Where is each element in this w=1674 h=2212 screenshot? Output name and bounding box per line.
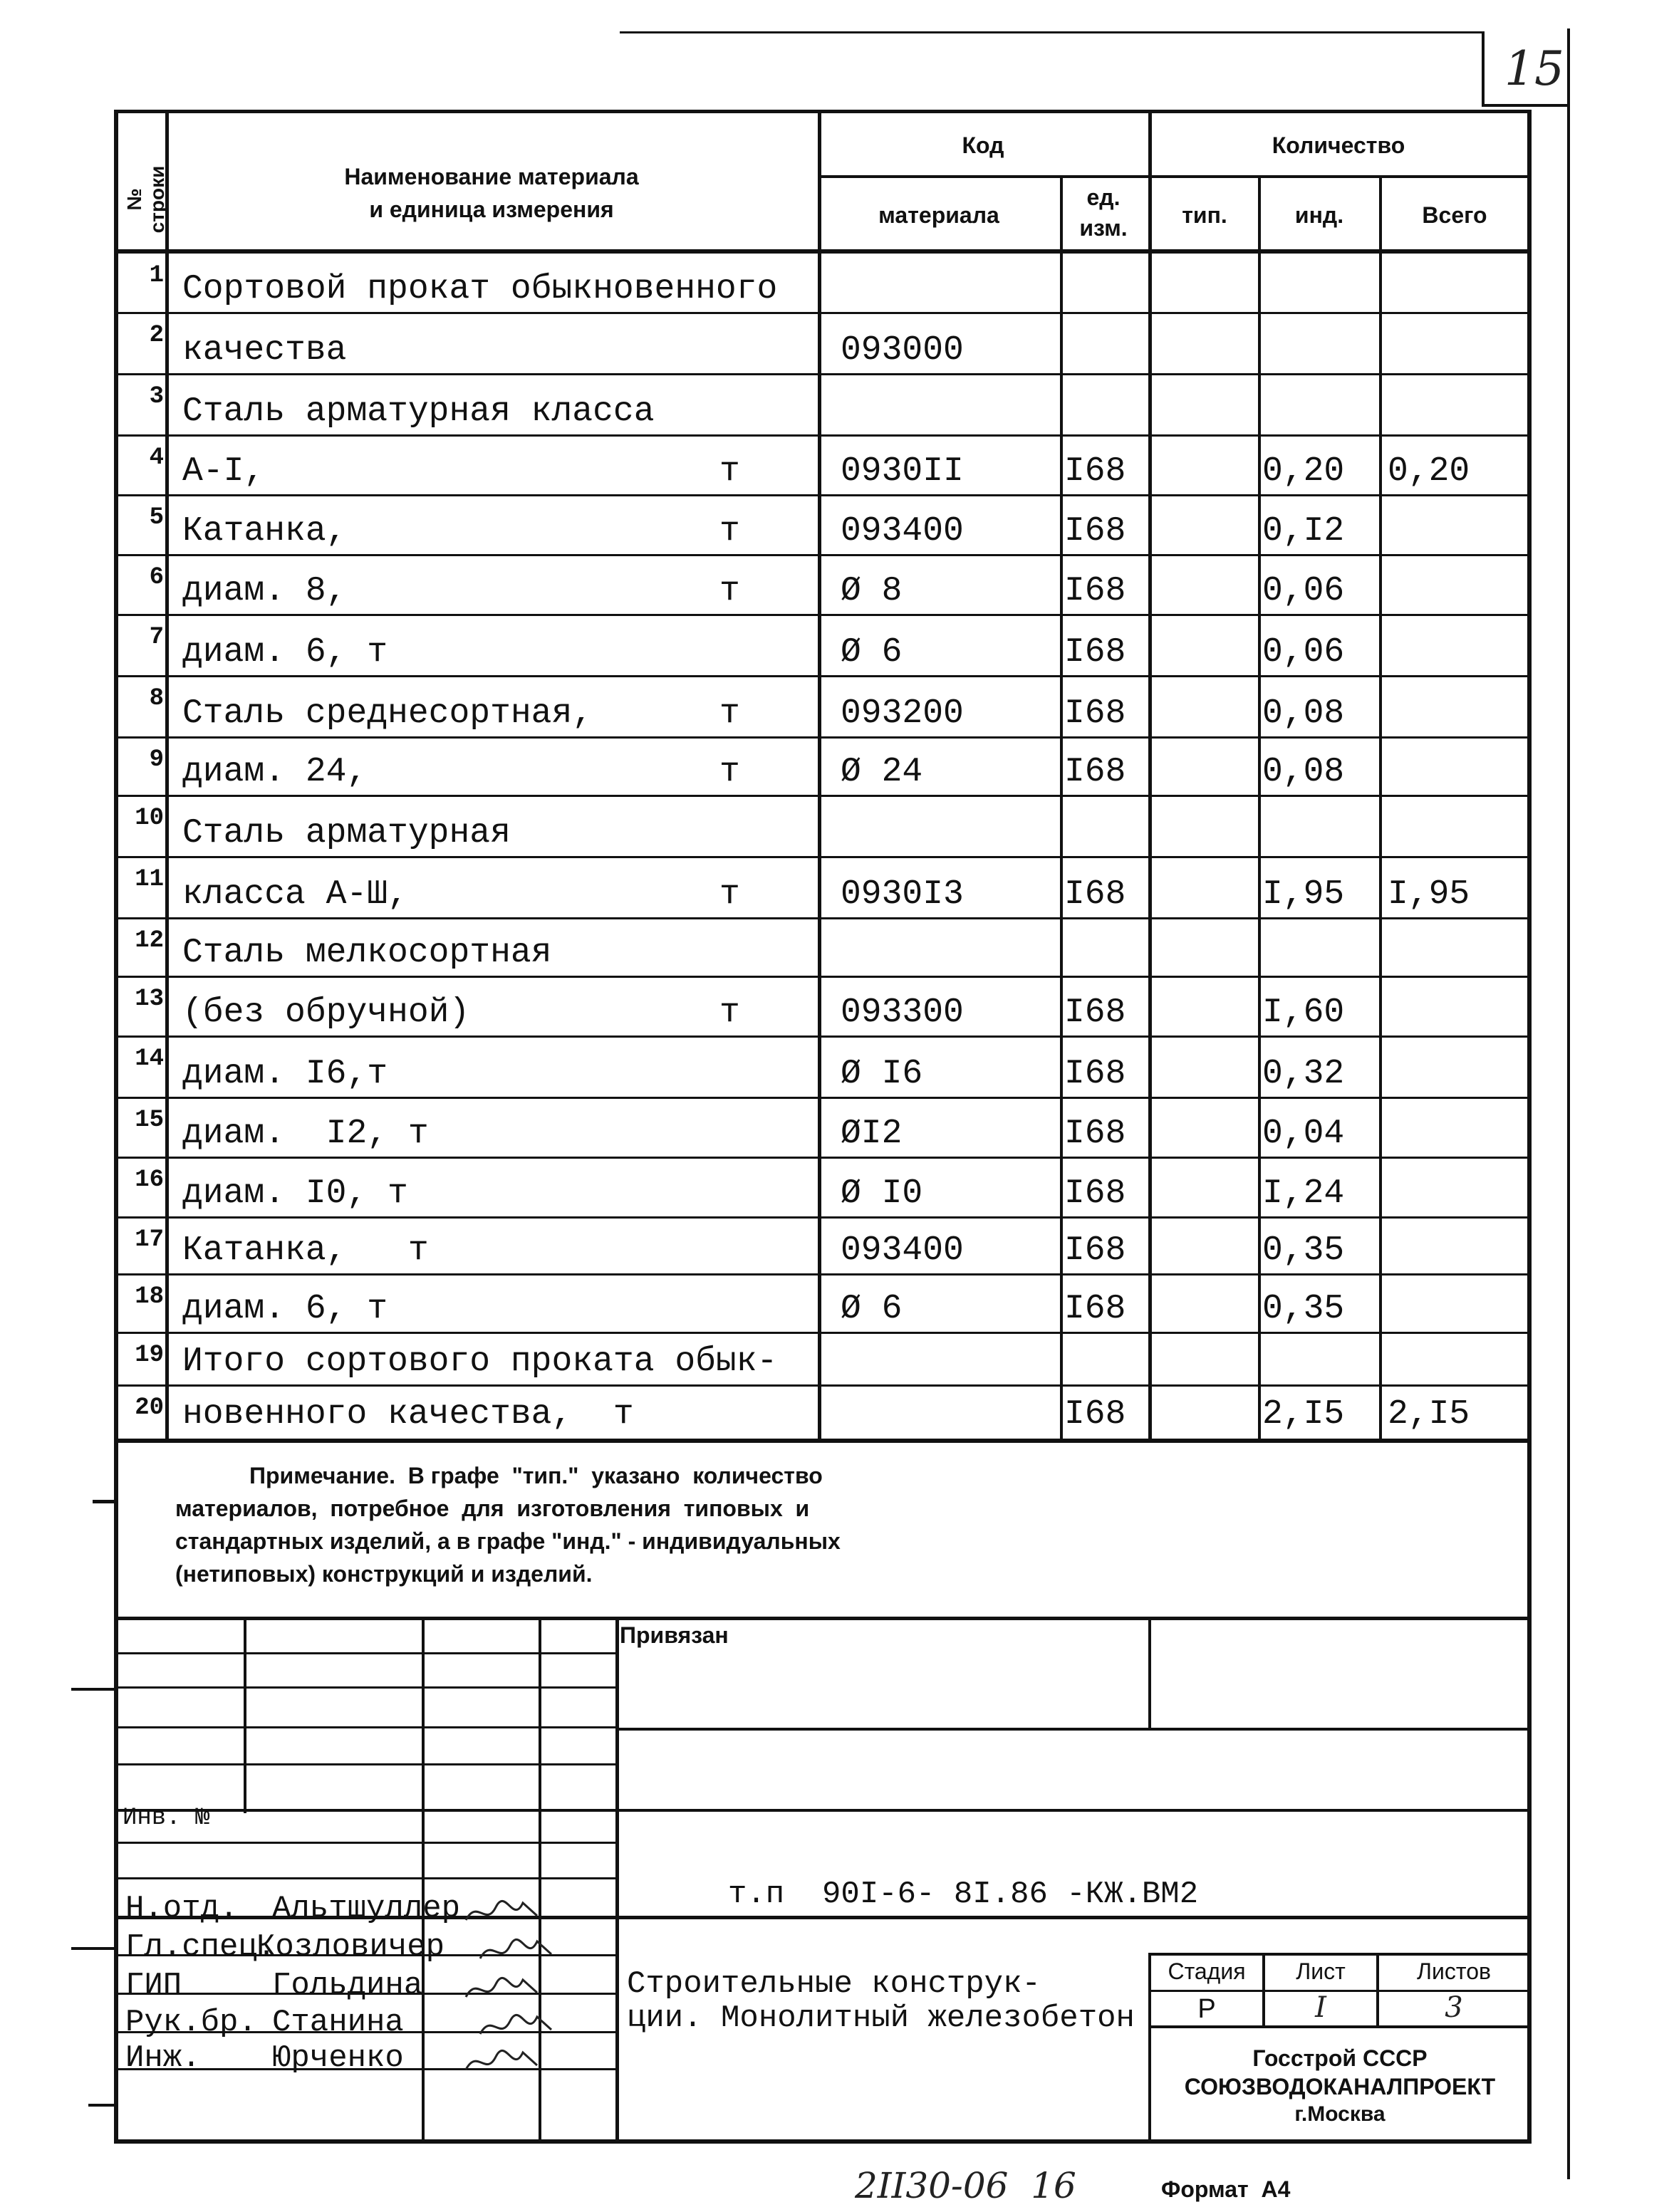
material-name: диам. 6, т [182,633,388,672]
staff-name: Станина [272,2005,404,2040]
signature-mark [463,2045,541,2082]
unit-code: I68 [1064,572,1126,610]
unit-code: I68 [1064,1055,1126,1093]
material-name: Сортовой прокат обыкновенного [182,270,778,308]
stage-label: Стадия [1168,1958,1246,1984]
qty-ind: 2,I5 [1262,1395,1345,1434]
row-number: 12 [135,927,164,954]
row-number: 5 [149,504,164,531]
material-name: диам. 24, [182,753,368,791]
signature-mark [463,1973,541,2009]
material-code: 093200 [841,694,964,733]
qty-ind: I,24 [1262,1174,1345,1213]
material-name: Катанка, [182,512,347,551]
material-code: 0930II [841,452,964,491]
note-line1: Примечание. В графе "тип." указано количество [249,1463,823,1488]
signature-mark [477,1934,556,1971]
header-typ: тип. [1182,202,1227,228]
material-code: Ø I6 [841,1055,923,1093]
material-code: Ø 8 [841,572,903,610]
privyazan-label: Привязан [620,1622,729,1648]
qty-ind: 0,32 [1262,1055,1345,1093]
unit-code: I68 [1064,633,1126,672]
header-material: материала [878,202,999,228]
unit-code: I68 [1064,694,1126,733]
signature-mark [477,2010,556,2046]
unit-word: т [719,694,740,733]
row-number: 10 [135,805,164,832]
row-number: 13 [135,986,164,1013]
unit-code: I68 [1064,753,1126,791]
unit-code: I68 [1064,875,1126,914]
staff-role: Гл.спец. [125,1929,276,1965]
note-line3: стандартных изделий, а в графе "инд." - индивидуальных [175,1528,841,1554]
row-number: 2 [149,322,164,349]
row-number: 20 [135,1394,164,1421]
header-unit: ед. изм. [1079,184,1128,241]
staff-role: Н.отд. [125,1891,239,1926]
header-total: Всего [1422,202,1487,228]
signature-mark [463,1896,541,1932]
material-code: 093400 [841,512,964,551]
material-name: диам. I0, т [182,1174,408,1213]
material-code: 093400 [841,1231,964,1270]
material-name: А-I, [182,452,265,491]
qty-ind: 0,08 [1262,753,1345,791]
unit-word: т [719,993,740,1032]
header-code: Код [962,132,1004,158]
qty-ind: 0,06 [1262,572,1345,610]
material-code: Ø 6 [841,633,903,672]
row-number: 15 [135,1107,164,1134]
material-name: новенного качества, т [182,1395,634,1434]
header-row-no: № строки [123,165,168,234]
unit-word: т [719,512,740,551]
header-ind: инд. [1294,202,1344,228]
document-code: т.п 90I-6- 8I.86 -КЖ.ВМ2 [728,1877,1199,1912]
material-name: диам. 6, т [182,1290,388,1328]
material-name: (без обручной) [182,993,470,1032]
material-name: класса А-Ш, [182,875,408,914]
inventory-number-label: Инв. № [123,1805,210,1832]
material-name: диам. 8, [182,572,347,610]
unit-word: т [719,753,740,791]
unit-code: I68 [1064,1395,1126,1434]
material-name: диам. I6,т [182,1055,388,1093]
row-number: 3 [149,383,164,410]
qty-total: 0,20 [1388,452,1470,491]
material-name: Катанка, т [182,1231,429,1270]
unit-code: I68 [1064,1174,1126,1213]
qty-ind: 0,20 [1262,452,1345,491]
material-name: Сталь арматурная класса [182,392,655,431]
material-name: Сталь среднесортная, [182,694,593,733]
qty-ind: I,95 [1262,875,1345,914]
unit-code: I68 [1064,1231,1126,1270]
staff-role: Рук.бр. [125,2005,257,2040]
unit-word: т [719,875,740,914]
qty-ind: 0,35 [1262,1290,1345,1328]
unit-code: I68 [1064,993,1126,1032]
unit-code: I68 [1064,1115,1126,1153]
archive-number: 2II30-06 16 [855,2165,1076,2206]
drawing-title-line2: ции. Монолитный железобетон [627,2000,1135,2036]
row-number: 18 [135,1283,164,1310]
qty-total: I,95 [1388,875,1470,914]
format-label: Формат А4 [1161,2176,1291,2202]
org-line1: Госстрой СССР [1252,2045,1428,2071]
qty-ind: 0,06 [1262,633,1345,672]
sheet-label: Лист [1296,1958,1346,1984]
material-name: диам. I2, т [182,1115,429,1153]
note-line2: материалов, потребное для изготовления типовых и [175,1496,810,1521]
row-number: 7 [149,624,164,651]
staff-name: Юрченко [272,2040,404,2076]
page-number-box-left [1482,31,1485,105]
row-number: 8 [149,685,164,712]
material-name: Сталь мелкосортная [182,934,552,972]
unit-code: I68 [1064,512,1126,551]
material-name: Итого сортового проката обык- [182,1342,778,1381]
qty-ind: 0,35 [1262,1231,1345,1270]
staff-name: Козловичер [256,1929,445,1965]
row-number: 4 [149,444,164,471]
header-quantity: Количество [1272,132,1405,158]
row-number: 14 [135,1045,164,1073]
staff-role: ГИП [125,1968,182,2003]
unit-code: I68 [1064,1290,1126,1328]
qty-total: 2,I5 [1388,1395,1470,1434]
note-line4: (нетиповых) конструкций и изделий. [175,1561,593,1587]
qty-ind: 0,04 [1262,1115,1345,1153]
row-number: 6 [149,564,164,591]
org-line3: г.Москва [1294,2102,1386,2126]
unit-code: I68 [1064,452,1126,491]
material-code: Ø 24 [841,753,923,791]
page-number: 15 [1504,41,1564,96]
staff-name: Альтшуллер [272,1891,461,1926]
qty-ind: I,60 [1262,993,1345,1032]
sheets-value: 3 [1445,1991,1463,2024]
material-name: Сталь арматурная [182,814,511,852]
row-number: 17 [135,1226,164,1253]
sheet-value: I [1315,1991,1326,2024]
qty-ind: 0,I2 [1262,512,1345,551]
header-name-line1: Наименование материала [344,164,639,189]
material-code: 0930I3 [841,875,964,914]
row-number: 16 [135,1167,164,1194]
row-number: 1 [149,262,164,289]
material-code: 093300 [841,993,964,1032]
stage-value: Р [1197,1994,1216,2024]
unit-word: т [719,572,740,610]
material-code: Ø I0 [841,1174,923,1213]
staff-name: Гольдина [272,1968,423,2003]
sheets-label: Листов [1417,1958,1491,1984]
row-number: 9 [149,746,164,773]
org-line2: СОЮЗВОДОКАНАЛПРОЕКТ [1184,2074,1496,2099]
drawing-title-line1: Строительные конструк- [627,1966,1041,2002]
unit-word: т [719,452,740,491]
row-number: 19 [135,1342,164,1369]
material-code: Ø 6 [841,1290,903,1328]
staff-role: Инж. [125,2040,201,2076]
qty-ind: 0,08 [1262,694,1345,733]
material-code: ØI2 [841,1115,903,1153]
row-number: 11 [135,866,164,893]
material-code: 093000 [841,331,964,370]
material-name: качества [182,331,347,370]
header-name-line2: и единица измерения [369,197,614,222]
